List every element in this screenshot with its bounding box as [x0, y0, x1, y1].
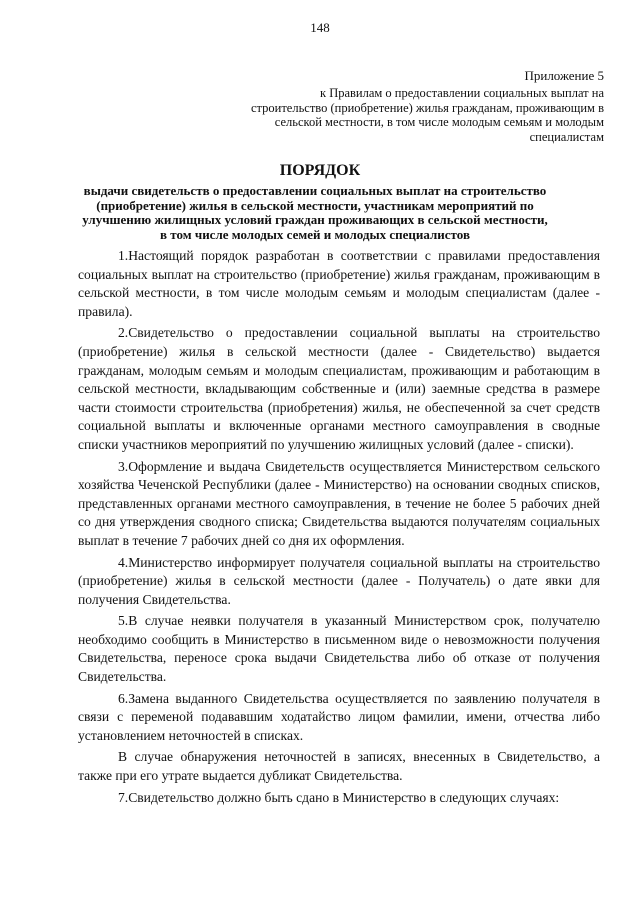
- appendix-reference: к Правилам о предоставлении социальных выплат на строительство (приобретение) жилья гражданам, проживающим в сельской местности, в том числе молодым семьям и молодым специалистам: [250, 86, 604, 144]
- paragraph-2: 2.Свидетельство о предоставлении социальной выплаты на строительство (приобретение) жилья в сельской местности (далее - Свидетельство) выдается гражданам, молодым семьям и молодым специалистам, проживающим и работающим в сельской местности, вкладывающим собственные и (или) заемные средства в размере части стоимости строительства (приобретения) жилья, не обеспеченной за счет средств социальной выплаты и включенные органами местного самоуправления в сводные списки участников мероприятий по улучшению жилищных условий (далее - списки).: [78, 325, 600, 452]
- paragraph-3: 3.Оформление и выдача Свидетельств осуществляется Министерством сельского хозяйства Чеченской Республики (далее - Министерство) на основании сводных списков, представленных органами местного самоуправления, в течение не более 5 рабочих дней со дня утверждения сводного списка; Свидетельства выдаются получателям социальных выплат в течение 7 рабочих дней со дня их оформления.: [78, 458, 600, 548]
- paragraph-1: 1.Настоящий порядок разработан в соответствии с правилами предоставления социальных выплат на строительство (приобретение) жилья гражданам, проживающим в сельской местности, в том числе молодым семьям и молодым специалистам (далее - правила).: [78, 248, 600, 319]
- paragraph-6: 6.Замена выданного Свидетельства осуществляется по заявлению получателя в связи с переменой подававшим ходатайство лицом фамилии, имени, отчества либо установлением неточностей в списках.: [78, 690, 600, 743]
- paragraph-6-continued: В случае обнаружения неточностей в записях, внесенных в Свидетельство, а также при его утрате выдается дубликат Свидетельства.: [78, 749, 600, 784]
- page-number: 148: [310, 20, 330, 35]
- document-subtitle: выдачи свидетельств о предоставлении социальных выплат на строительство (приобретение) жилья в сельской местности, участникам мероприятий по улучшению жилищных условий граждан проживающих в сельской местности, в том числе молодых семей и молодых специалистов: [82, 183, 548, 242]
- paragraph-7: 7.Свидетельство должно быть сдано в Министерство в следующих случаях:: [118, 789, 560, 805]
- appendix-label: Приложение 5: [524, 68, 604, 83]
- paragraph-4: 4.Министерство информирует получателя социальной выплаты на строительство (приобретение) жилья в сельской местности (далее - Получатель) о дате явки для получения Свидетельства.: [78, 554, 600, 607]
- paragraph-5: 5.В случае неявки получателя в указанный Министерством срок, получателю необходимо сообщить в Министерство в письменном виде о невозможности получения Свидетельства, переносе срока выдачи Свидетельства либо об отказе от получения Свидетельства.: [78, 613, 600, 685]
- document-title: ПОРЯДОК: [279, 162, 361, 179]
- document-body: [78, 247, 600, 810]
